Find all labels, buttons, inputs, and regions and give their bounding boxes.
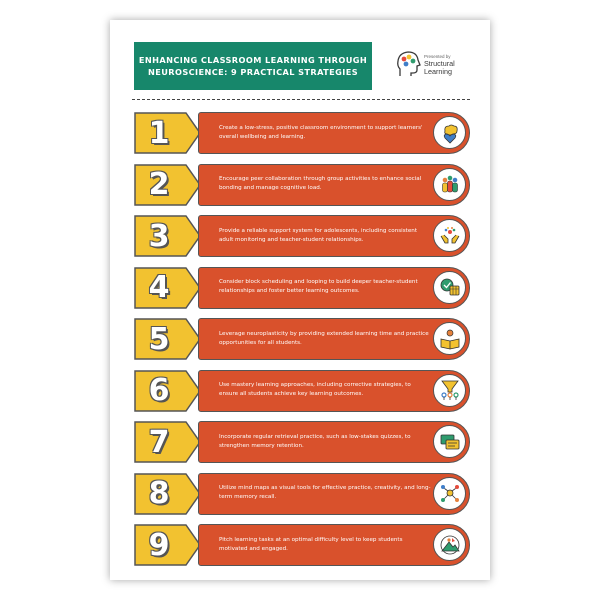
funnel-students-icon	[433, 374, 466, 407]
strategy-number: 1	[148, 115, 170, 151]
strategy-row	[134, 215, 470, 257]
brand-name: Structural Learning	[424, 59, 455, 76]
strategy-row	[134, 164, 470, 206]
title-line-1: ENHANCING CLASSROOM LEARNING THROUGH	[138, 55, 368, 65]
strategy-text: Leverage neuroplasticity by providing extended learning time and practice opportunities for all students.	[219, 330, 429, 346]
strategy-row	[134, 370, 470, 412]
strategy-number: 3	[148, 218, 170, 254]
title-line-2: NEUROSCIENCE: 9 PRACTICAL STRATEGIES	[147, 67, 359, 77]
number-tab	[134, 267, 202, 309]
number-tab	[134, 318, 202, 360]
brain-head-logo-icon	[396, 50, 422, 80]
number-tab	[134, 421, 202, 463]
number-tab	[134, 164, 202, 206]
strategy-text: Incorporate regular retrieval practice, such as low-stakes quizzes, to strengthen memory retention.	[219, 433, 411, 449]
support-hands-icon	[433, 219, 466, 252]
number-tab	[134, 524, 202, 566]
strategy-row	[134, 524, 470, 566]
strategy-row	[134, 112, 470, 154]
strategy-text: Utilize mind maps as visual tools for effective practice, creativity, and long-term memory recall.	[219, 485, 431, 500]
flashcards-icon	[433, 425, 466, 458]
number-tab	[134, 112, 202, 154]
strategy-text: Consider block scheduling and looping to build deeper teacher-student relationships and foster better learning outcomes.	[219, 279, 418, 294]
strategy-text: Pitch learning tasks at an optimal difficulty level to keep students motivated and engaged.	[219, 536, 403, 552]
strategy-number: 8	[148, 476, 170, 511]
strategy-row	[134, 267, 470, 309]
strategy-bar	[198, 164, 470, 206]
poster	[110, 20, 490, 580]
strategy-number: 6	[148, 373, 170, 408]
strategy-number: 5	[148, 321, 170, 357]
presented-by-label: Presented by	[424, 54, 451, 59]
strategy-number: 4	[148, 270, 170, 305]
strategy-text: Create a low-stress, positive classroom environment to support learners' overall wellbeing and learning.	[219, 124, 423, 140]
strategy-number: 9	[148, 527, 170, 563]
strategy-bar	[198, 473, 470, 515]
strategy-bar	[198, 318, 470, 360]
strategy-bar	[198, 267, 470, 309]
reading-book-icon	[433, 322, 466, 355]
strategy-row	[134, 421, 470, 463]
number-tab	[134, 473, 202, 515]
schedule-icon	[433, 271, 466, 304]
title-banner	[134, 42, 372, 90]
number-tab	[134, 215, 202, 257]
strategy-number: 7	[148, 424, 170, 460]
strategy-row	[134, 318, 470, 360]
number-tab	[134, 370, 202, 412]
dashed-divider	[132, 99, 470, 100]
strategy-text: Use mastery learning approaches, including corrective strategies, to ensure all students achieve key learning outcomes.	[219, 382, 411, 397]
strategy-number: 2	[148, 167, 170, 202]
mountain-climb-icon	[433, 528, 466, 561]
strategy-bar	[198, 524, 470, 566]
strategy-bar	[198, 215, 470, 257]
strategy-row	[134, 473, 470, 515]
mind-map-icon	[433, 477, 466, 510]
strategy-text: Encourage peer collaboration through group activities to enhance social bonding and manage cognitive load.	[219, 176, 422, 191]
strategy-bar	[198, 370, 470, 412]
brand-logo	[396, 50, 476, 84]
strategy-bar	[198, 112, 470, 154]
brain-heart-icon	[433, 116, 466, 149]
strategy-bar	[198, 421, 470, 463]
group-icon	[433, 168, 466, 201]
strategy-text: Provide a reliable support system for adolescents, including consistent adult monitoring and teacher-student relationships.	[219, 227, 418, 243]
